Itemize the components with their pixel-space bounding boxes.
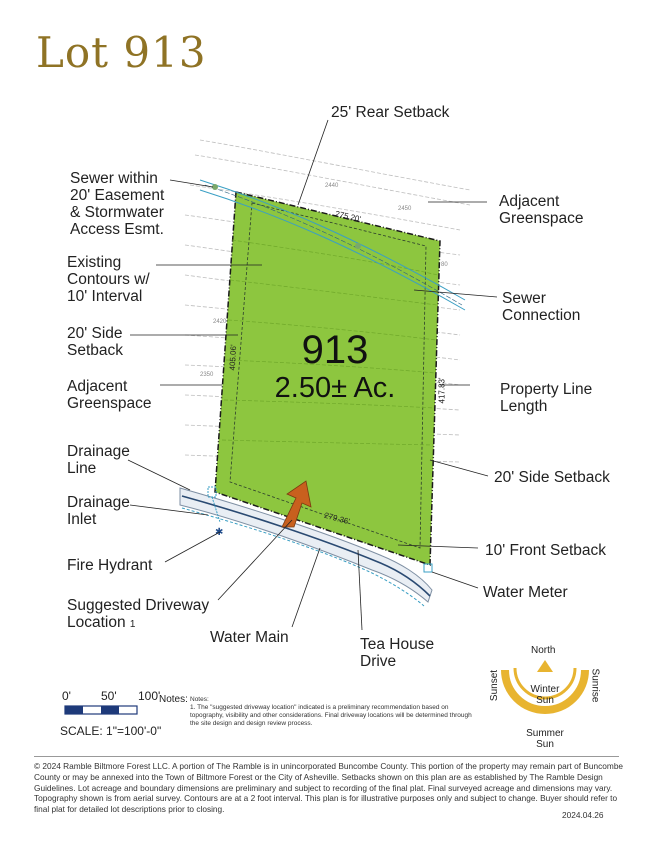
label-adjacent-greenspace-right: Adjacent Greenspace — [499, 193, 584, 227]
dim-right: 417.83' — [437, 377, 447, 404]
lot-number: 913 — [301, 328, 369, 372]
scale-tick-0: 0' — [62, 689, 71, 703]
page-title: Lot 913 — [36, 28, 207, 77]
scale-tick-100: 100' — [138, 689, 161, 703]
label-water-meter: Water Meter — [483, 584, 568, 601]
scale-bar — [65, 706, 137, 714]
label-existing-contours: Existing Contours w/ 10' Interval — [67, 254, 150, 305]
label-street: Tea House Drive — [360, 636, 435, 670]
label-fire-hydrant: Fire Hydrant — [67, 557, 153, 574]
scale-tick-50: 50' — [101, 689, 117, 703]
sun-winter: Winter Sun — [530, 684, 560, 706]
fire-hydrant-icon: ✱ — [215, 527, 224, 538]
dim-left: 405.06' — [227, 344, 239, 371]
contour-label: 80 — [441, 262, 448, 268]
label-drainage-inlet: Drainage Inlet — [67, 494, 130, 528]
label-driveway: Suggested Driveway Location 1 — [67, 597, 210, 631]
water-meter-icon — [424, 564, 432, 572]
contour-label: 2420 — [213, 319, 227, 325]
contour-label: 2440 — [325, 183, 339, 189]
label-front-setback: 10' Front Setback — [485, 542, 606, 559]
label-adjacent-greenspace-left: Adjacent Greenspace — [67, 378, 152, 412]
label-sewer-connection: Sewer Connection — [502, 290, 581, 324]
sewer-connection-icon — [355, 243, 361, 249]
sun-summer: Summer Sun — [526, 728, 564, 750]
footer-divider — [34, 756, 619, 757]
contour-label: 2450 — [398, 206, 412, 212]
label-drainage-line: Drainage Line — [67, 443, 130, 477]
notes-body: Notes: 1. The "suggested driveway location" indicated is a preliminary recommendation based on topography, visibility and other considerations. Final driveway locations will be determined through the site design and design review process. — [190, 696, 472, 727]
sun-sunset: Sunset — [489, 669, 501, 702]
scale-text: SCALE: 1"=100'-0" — [60, 724, 162, 738]
dim-rear: 275.20' — [334, 209, 362, 224]
label-water-main: Water Main — [210, 629, 289, 646]
sun-north: North — [531, 645, 556, 656]
lot-acreage: 2.50± Ac. — [274, 372, 396, 404]
notes-header: Notes: — [159, 694, 188, 705]
contour-label: 2350 — [200, 372, 214, 378]
label-rear-setback: 25' Rear Setback — [331, 104, 450, 121]
label-side-setback-left: 20' Side Setback — [67, 325, 124, 359]
label-sewer-easement: Sewer within 20' Easement & Stormwater Access Esmt. — [70, 170, 165, 238]
footer-disclaimer: © 2024 Ramble Biltmore Forest LLC. A portion of The Ramble is in unincorporated Buncombe County. This portion of the property may remain part of Buncombe County or may be annexed into the Town of Biltmore Forest or the City of Asheville. Setbacks shown on this plan are as established by The Ramble Design Guidelines. Lot acreage and boundary dimensions are preliminary and subject to recording of the final plat. Final surveyed acreage and dimensions may vary. Topography shown is from aerial survey. Contours are at a 2 foot interval. This plan is for illustrative purposes only and subject to change. Buyer should refer to final plat for detailed lot descriptions prior to closing. — [34, 761, 624, 815]
label-side-setback-right: 20' Side Setback — [494, 469, 610, 486]
sun-sunrise: Sunrise — [589, 668, 601, 703]
plan-date: 2024.04.26 — [562, 810, 604, 820]
label-property-line-length: Property Line Length — [500, 381, 593, 415]
north-arrow-icon — [537, 660, 553, 672]
dim-front: 279.36' — [323, 510, 351, 527]
